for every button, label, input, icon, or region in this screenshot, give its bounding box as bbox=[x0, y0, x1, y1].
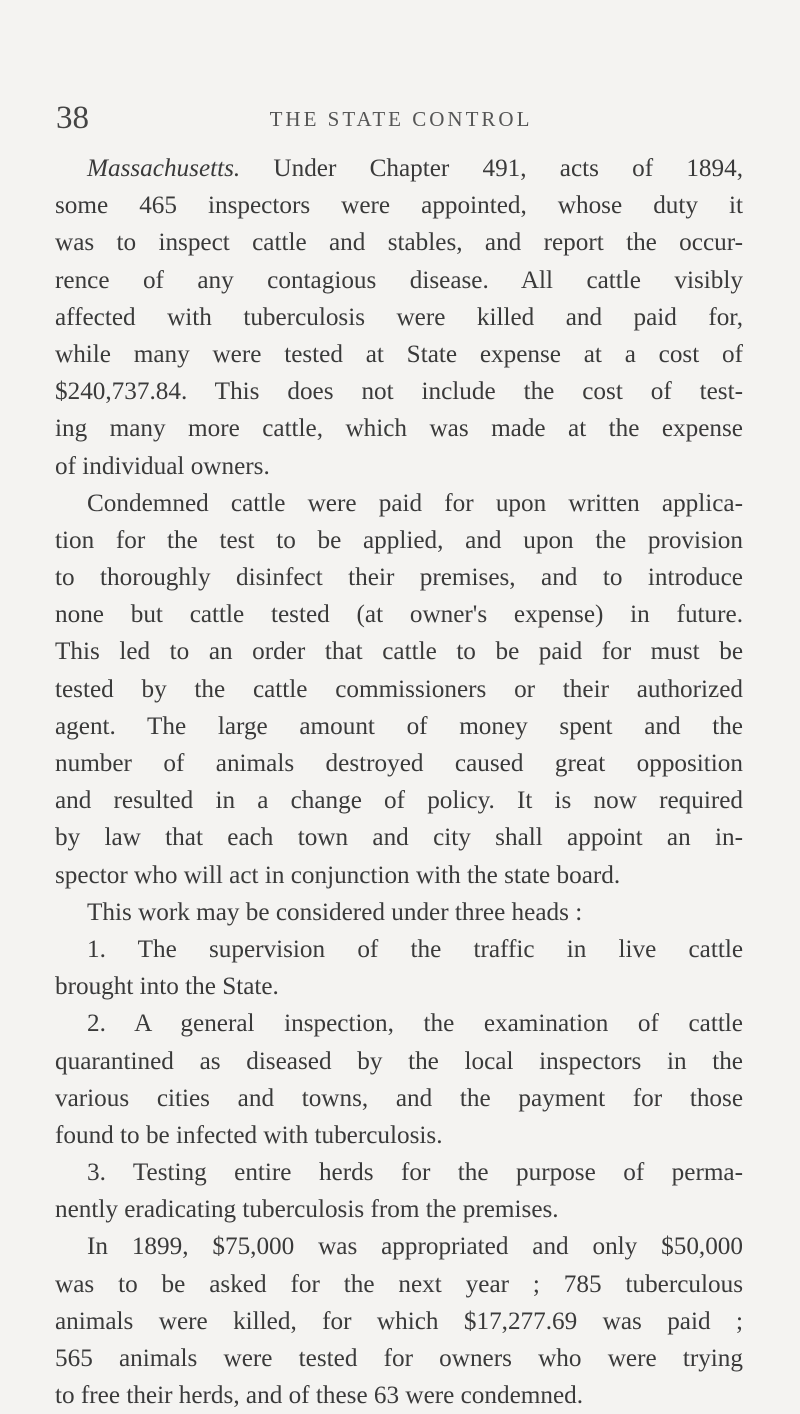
paragraph-appropriations bbox=[55, 1228, 743, 1414]
text-line: $240,737.84. This does not include the cost of test- bbox=[55, 378, 743, 406]
text-line: In 1899, $75,000 was appropriated and only $50,000 bbox=[87, 1233, 743, 1261]
text-line: tested by the cattle commissioners or their authorized bbox=[55, 675, 743, 703]
paragraph-massachusetts bbox=[55, 150, 743, 485]
text-line: rence of any contagious disease. All cattle visibly bbox=[55, 266, 743, 294]
text-line: was to be asked for the next year ; 785 tuberculous bbox=[55, 1270, 743, 1298]
text-line: brought into the State. bbox=[55, 973, 279, 1001]
text-line: nently eradicating tuberculosis from the premises. bbox=[55, 1196, 559, 1224]
paragraph-three-heads bbox=[55, 894, 743, 931]
state-name-italic: Massachusetts. bbox=[87, 155, 241, 182]
text-line: 3. Testing entire herds for the purpose of perma- bbox=[87, 1159, 743, 1187]
text-line: to free their herds, and of these 63 were condemned. bbox=[55, 1382, 584, 1410]
text-line: 2. A general inspection, the examination of cattle bbox=[87, 1010, 743, 1038]
page-number: 38 bbox=[56, 100, 89, 136]
text-line: and resulted in a change of policy. It is now required bbox=[55, 787, 743, 815]
text-line: to thoroughly disinfect their premises, and to introduce bbox=[55, 564, 743, 592]
text-line: animals were killed, for which $17,277.69 was paid ; bbox=[55, 1307, 743, 1335]
list-item-1 bbox=[55, 931, 743, 1005]
text-line: This work may be considered under three heads : bbox=[87, 898, 583, 926]
text-line: agent. The large amount of money spent and the bbox=[55, 712, 743, 740]
text-line: number of animals destroyed caused great opposition bbox=[55, 750, 743, 777]
text-line: by law that each town and city shall appoint an in- bbox=[55, 824, 743, 852]
list-item-3 bbox=[55, 1154, 743, 1228]
text-line: affected with tuberculosis were killed and paid for, bbox=[55, 303, 743, 331]
text-line-rest: Under Chapter 491, acts of 1894, bbox=[240, 155, 743, 182]
text-line: quarantined as diseased by the local inspectors in the bbox=[55, 1047, 743, 1075]
paragraph-condemned-cattle bbox=[55, 485, 743, 894]
text-line: spector who will act in conjunction with the state board. bbox=[55, 861, 621, 889]
running-head: THE STATE CONTROL bbox=[269, 107, 533, 131]
text-line: tion for the test to be applied, and upon the provision bbox=[55, 526, 743, 554]
text-line: some 465 inspectors were appointed, whose duty it bbox=[55, 192, 743, 220]
text-line: while many were tested at State expense at a cost of bbox=[55, 340, 743, 368]
text-line: Condemned cattle were paid for upon written applica- bbox=[87, 489, 743, 517]
text-line: none but cattle tested (at owner's expense) in future. bbox=[55, 601, 743, 629]
text-line: various cities and towns, and the payment for those bbox=[55, 1084, 743, 1112]
text-line: of individual owners. bbox=[55, 452, 270, 480]
text-line: ing many more cattle, which was made at the expense bbox=[55, 415, 743, 443]
text-line: was to inspect cattle and stables, and report the occur- bbox=[55, 229, 743, 257]
body-text bbox=[55, 150, 743, 1414]
list-item-2 bbox=[55, 1005, 743, 1154]
text-line: found to be infected with tuberculosis. bbox=[55, 1121, 443, 1149]
page-header bbox=[56, 98, 746, 138]
text-line bbox=[55, 150, 743, 187]
text-line: 565 animals were tested for owners who were trying bbox=[55, 1345, 743, 1372]
text-line: 1. The supervision of the traffic in live cattle bbox=[87, 935, 743, 963]
text-line: This led to an order that cattle to be paid for must be bbox=[55, 638, 743, 666]
